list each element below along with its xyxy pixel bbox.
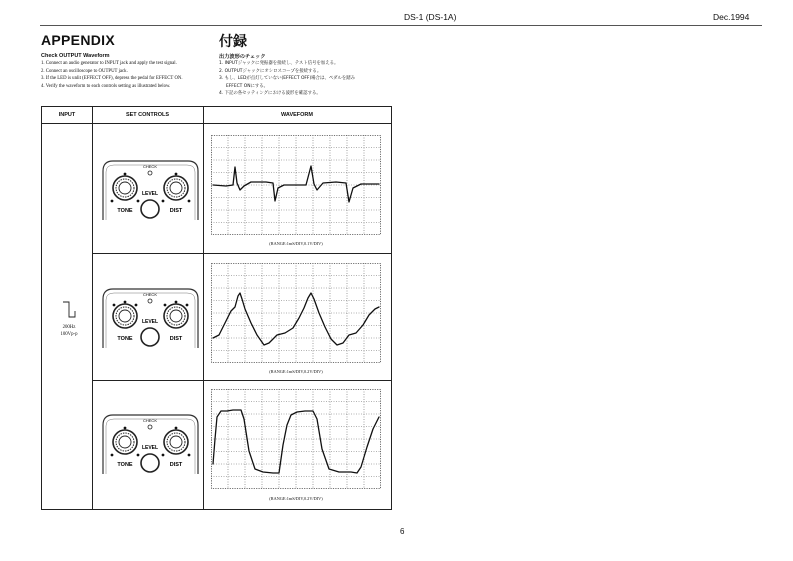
dist-label: DIST: [169, 208, 183, 214]
input-level: 100Vp-p: [60, 332, 78, 337]
dist-knob: [162, 427, 191, 457]
check-label: CHECK: [142, 292, 158, 297]
check-label: CHECK: [142, 418, 158, 423]
pedal-diagram: [101, 157, 200, 222]
tone-knob: [113, 301, 138, 328]
scope-screen: [211, 389, 381, 489]
dist-label: DIST: [169, 462, 183, 468]
steps-ja: [219, 60, 369, 98]
title-en: APPENDIX: [41, 32, 115, 48]
check-led: [148, 171, 152, 175]
tone-label: TONE: [117, 208, 133, 214]
title-ja: 付録: [219, 34, 247, 50]
range-label: (RANGE:1mS/DIV,0.2V/DIV): [269, 496, 323, 501]
step-ja: 2. OUTPUTジャックにオシロスコープを接続する。: [219, 68, 322, 74]
subtitle-en: Check OUTPUT Waveform: [41, 53, 110, 59]
range-label: (RANGE:1mS/DIV,0.2V/DIV): [269, 369, 323, 374]
tone-knob: [111, 427, 140, 457]
subtitle-ja: 出力波形のチェック: [219, 54, 266, 60]
header-rule: [40, 25, 762, 26]
check-led: [148, 425, 152, 429]
waveform-table: [41, 106, 392, 510]
step-en: 4. Verify the waveform to each controls setting as illustrated below.: [41, 83, 171, 89]
row-divider: [92, 253, 391, 254]
step-ja: 1. INPUTジャックに発振器を接続し、テスト信号を加える。: [219, 61, 339, 66]
step-en: 1. Connect an audio generator to INPUT jack and apply the test signal.: [41, 61, 177, 66]
tone-label: TONE: [117, 462, 133, 468]
col-divider: [92, 107, 93, 509]
check-led: [148, 299, 152, 303]
header-set-controls: SET CONTROLS: [125, 112, 170, 118]
page-number: 6: [400, 527, 405, 536]
header-model: DS-1 (DS-1A): [404, 12, 457, 22]
tone-label: TONE: [117, 336, 133, 342]
scope-screen: [211, 263, 381, 363]
step-en: 3. If the LED is unlit (EFFECT OFF), depress the pedal for EFFECT ON.: [41, 76, 183, 82]
input-frequency: 200Hz: [62, 325, 76, 330]
dist-knob: [164, 301, 189, 328]
pedal-diagram: [101, 285, 200, 350]
input-signal-label: [58, 324, 80, 338]
square-wave-icon: [62, 301, 76, 319]
level-label: LEVEL: [141, 319, 159, 325]
level-label: LEVEL: [141, 191, 159, 197]
header-divider: [42, 123, 391, 124]
tone-knob: [111, 173, 140, 203]
col-divider: [203, 107, 204, 509]
step-ja: 3. もし、LEDが点灯していない(EFFECT OFF)場合は、ペダルを踏み: [219, 76, 356, 82]
scope-screen: [211, 135, 381, 235]
step-ja: EFFECT ONにする。: [226, 83, 269, 89]
check-label: CHECK: [142, 164, 158, 169]
header-waveform: WAVEFORM: [281, 112, 313, 118]
header-date: Dec.1994: [713, 12, 750, 22]
pedal-diagram: [101, 411, 200, 476]
step-en: 2. Connect an oscilloscope to OUTPUT jack.: [41, 68, 128, 74]
dist-label: DIST: [169, 336, 183, 342]
dist-knob: [162, 173, 191, 203]
level-knob: [141, 328, 159, 346]
steps-en: [41, 60, 183, 90]
level-knob: [141, 200, 159, 218]
level-label: LEVEL: [141, 445, 159, 451]
step-ja: 4. 下記の各セッティングにおける波形を確認する。: [219, 91, 321, 97]
row-divider: [92, 380, 391, 381]
header-input: INPUT: [58, 112, 76, 118]
range-label: (RANGE:1mS/DIV,0.1V/DIV): [269, 241, 323, 246]
level-knob: [141, 454, 159, 472]
